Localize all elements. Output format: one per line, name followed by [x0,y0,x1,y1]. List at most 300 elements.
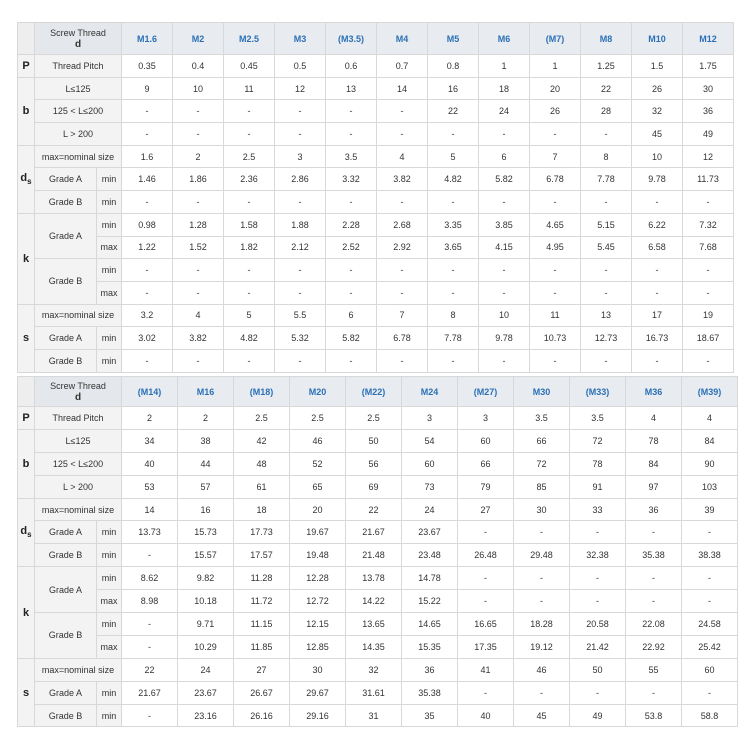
row-grade-label: Grade A [35,521,97,544]
row-sublabel: min [97,191,122,214]
row-grade-label: Grade B [35,613,97,659]
table-cell-value: 53 [122,475,178,498]
table-cell-value: - [377,100,428,123]
column-header-size: M3 [275,23,326,55]
table-cell-value: 3 [275,145,326,168]
table-cell-value: 13.78 [346,567,402,590]
table-cell-value: 33 [570,498,626,521]
table-cell-value: 36 [683,100,734,123]
table-cell-value: 11.28 [234,567,290,590]
table-cell-value: 8.98 [122,590,178,613]
header-blank-cell [18,23,35,55]
table-cell-value: 73 [402,475,458,498]
table-cell-value: 10 [632,145,683,168]
table-cell-value: 4.82 [224,327,275,350]
table-row [18,349,734,372]
table-cell-value: 15.22 [402,590,458,613]
row-category-symbol [18,145,35,213]
table-cell-value: 3.5 [326,145,377,168]
table-cell-value: 17.73 [234,521,290,544]
row-label: max=nominal size [35,145,122,168]
table-cell-value: 48 [234,452,290,475]
table-cell-value: - [326,123,377,146]
table-cell-value: 1 [479,55,530,78]
table-cell-value: 14.65 [402,613,458,636]
table-cell-value: 84 [682,429,738,452]
table-cell-value: 17.35 [458,635,514,658]
table-cell-value: 2.5 [346,407,402,430]
row-sublabel: max [97,236,122,259]
table-cell-value: 55 [626,658,682,681]
column-header-size: M30 [514,377,570,407]
table-cell-value: 23.67 [178,681,234,704]
table-cell-value: - [326,191,377,214]
table-row [18,259,734,282]
table-cell-value: - [173,191,224,214]
row-label: L > 200 [35,475,122,498]
table-cell-value: - [581,123,632,146]
table-cell-value: - [122,349,173,372]
row-label: Thread Pitch [35,407,122,430]
row-sublabel: max [97,281,122,304]
table-cell-value: - [275,281,326,304]
header-title-symbol: d [74,38,82,50]
column-header-size: M12 [683,23,734,55]
table-cell-value: 9.71 [178,613,234,636]
table-cell-value: 26.67 [234,681,290,704]
table-cell-value: 53.8 [626,704,682,727]
table-row [18,213,734,236]
table-cell-value: 0.35 [122,55,173,78]
table-cell-value: 4 [626,407,682,430]
table-cell-value: 2.12 [275,236,326,259]
table-cell-value: 14 [122,498,178,521]
row-sublabel: min [97,544,122,567]
table-cell-value: 18.67 [683,327,734,350]
table-cell-value: 17.57 [234,544,290,567]
header-title-symbol: d [74,391,82,403]
row-grade-label: Grade A [35,213,97,258]
table-cell-value: 17 [632,304,683,327]
table-cell-value: - [632,281,683,304]
table-cell-value: 1.88 [275,213,326,236]
row-sublabel: max [97,590,122,613]
table-cell-value: 22 [122,658,178,681]
table-cell-value: - [581,191,632,214]
table-cell-value: - [377,191,428,214]
table-cell-value: 9.78 [632,168,683,191]
table-cell-value: 6.78 [530,168,581,191]
table-cell-value: 72 [514,452,570,475]
table-cell-value: - [122,544,178,567]
table-cell-value: 49 [683,123,734,146]
table-cell-value: 4 [173,304,224,327]
table-cell-value: 12.28 [290,567,346,590]
row-grade-label: Grade A [35,327,97,350]
table-cell-value: 2.52 [326,236,377,259]
table-cell-value: 44 [178,452,234,475]
table-cell-value: 66 [514,429,570,452]
row-sublabel: max [97,635,122,658]
table-cell-value: - [632,191,683,214]
row-sublabel: min [97,613,122,636]
table-cell-value: 28 [581,100,632,123]
table-row [18,281,734,304]
table-cell-value: 7.32 [683,213,734,236]
table-cell-value: 6 [479,145,530,168]
table-row [18,191,734,214]
table-cell-value: 2.92 [377,236,428,259]
table-cell-value: 46 [290,429,346,452]
table-cell-value: - [275,100,326,123]
table-cell-value: 12 [275,77,326,100]
table-cell-value: 16 [178,498,234,521]
table-cell-value: - [224,259,275,282]
table-cell-value: - [122,100,173,123]
table-row [18,327,734,350]
table-cell-value: 97 [626,475,682,498]
table-cell-value: 4.82 [428,168,479,191]
table-cell-value: 4 [682,407,738,430]
table-cell-value: - [683,281,734,304]
table-cell-value: 50 [570,658,626,681]
table-cell-value: 8 [428,304,479,327]
table-cell-value: 11.15 [234,613,290,636]
table-cell-value: - [428,349,479,372]
table-cell-value: - [683,259,734,282]
table-cell-value: 24 [402,498,458,521]
row-label: Thread Pitch [35,55,122,78]
table-cell-value: 12.85 [290,635,346,658]
table-cell-value: 1.46 [122,168,173,191]
table-cell-value: 10.73 [530,327,581,350]
table-cell-value: 22 [581,77,632,100]
row-category-symbol [18,567,35,659]
category-symbol-text: P [22,411,30,424]
table-cell-value: - [530,259,581,282]
header-row [18,23,734,55]
table-cell-value: - [224,123,275,146]
table-row [18,145,734,168]
table-cell-value: 19.48 [290,544,346,567]
table-cell-value: 18 [479,77,530,100]
table-cell-value: - [570,681,626,704]
table-cell-value: 78 [570,452,626,475]
table-cell-value: 15.73 [178,521,234,544]
table-cell-value: 12 [683,145,734,168]
table-row [18,681,738,704]
table-cell-value: 22 [428,100,479,123]
table-cell-value: 35.38 [402,681,458,704]
thread-dimension-table-2 [17,376,738,727]
table-cell-value: 23.67 [402,521,458,544]
table-cell-value: - [173,100,224,123]
table-cell-value: 25.42 [682,635,738,658]
table-cell-value: 60 [682,658,738,681]
table-cell-value: 35 [402,704,458,727]
table-cell-value: 1.25 [581,55,632,78]
table-row [18,429,738,452]
table-cell-value: 14 [377,77,428,100]
category-symbol-subscript: s [27,530,32,540]
table-cell-value: - [458,681,514,704]
table-cell-value: - [428,191,479,214]
table-row [18,452,738,475]
row-label: L≤125 [35,77,122,100]
table-cell-value: 3.5 [514,407,570,430]
table-cell-value: - [626,681,682,704]
table-cell-value: - [514,521,570,544]
table-cell-value: 41 [458,658,514,681]
table-cell-value: 38 [178,429,234,452]
table-cell-value: 27 [234,658,290,681]
table-cell-value: 0.45 [224,55,275,78]
table-cell-value: 1.82 [224,236,275,259]
table-cell-value: 30 [514,498,570,521]
table-cell-value: 60 [402,452,458,475]
column-header-size: (M14) [122,377,178,407]
table-cell-value: - [173,281,224,304]
table-cell-value: 57 [178,475,234,498]
table-cell-value: 32 [632,100,683,123]
table-cell-value: 7 [377,304,428,327]
row-category-symbol [18,55,35,78]
row-grade-label: Grade B [35,704,97,727]
table-cell-value: - [581,349,632,372]
row-sublabel: min [97,168,122,191]
table-cell-value: - [682,567,738,590]
table-cell-value: - [122,123,173,146]
column-header-size: M36 [626,377,682,407]
table-cell-value: 56 [346,452,402,475]
table-cell-value: 4.15 [479,236,530,259]
table-cell-value: 12.72 [290,590,346,613]
row-label: max=nominal size [35,658,122,681]
table-cell-value: 66 [458,452,514,475]
table-cell-value: 13 [326,77,377,100]
table-cell-value: - [377,259,428,282]
table-cell-value: - [458,567,514,590]
row-category-symbol [18,77,35,145]
table-cell-value: 26.48 [458,544,514,567]
category-symbol-text: k [22,606,30,619]
table-cell-value: 23.48 [402,544,458,567]
table-cell-value: 2 [178,407,234,430]
table-cell-value: 19.12 [514,635,570,658]
row-grade-label: Grade B [35,191,97,214]
table-row [18,77,734,100]
table-cell-value: 10.29 [178,635,234,658]
table-cell-value: 0.98 [122,213,173,236]
table-cell-value: 3 [458,407,514,430]
table-cell-value: 8 [581,145,632,168]
table-cell-value: 2.86 [275,168,326,191]
table-cell-value: 7.78 [428,327,479,350]
column-header-size: (M22) [346,377,402,407]
header-blank-cell [18,377,35,407]
table-cell-value: 5.15 [581,213,632,236]
row-sublabel: min [97,327,122,350]
table-cell-value: 36 [402,658,458,681]
table-cell-value: 22.08 [626,613,682,636]
column-header-size: M6 [479,23,530,55]
table-cell-value: 31.61 [346,681,402,704]
table-cell-value: 45 [632,123,683,146]
table-cell-value: 29.67 [290,681,346,704]
table-cell-value: - [122,281,173,304]
table-cell-value: 3.35 [428,213,479,236]
table-cell-value: - [224,100,275,123]
header-title-cell [35,23,122,55]
column-header-size: M24 [402,377,458,407]
header-row [18,377,738,407]
table-cell-value: 40 [458,704,514,727]
table-cell-value: - [458,521,514,544]
table-cell-value: 2.68 [377,213,428,236]
column-header-size: (M7) [530,23,581,55]
row-label: max=nominal size [35,304,122,327]
table-cell-value: - [626,567,682,590]
table-cell-value: 91 [570,475,626,498]
table-cell-value: - [122,613,178,636]
table-cell-value: 1.28 [173,213,224,236]
table-cell-value: 4.95 [530,236,581,259]
table-cell-value: 5 [224,304,275,327]
table-cell-value: 65 [290,475,346,498]
table-cell-value: - [326,259,377,282]
table-cell-value: - [122,191,173,214]
table-cell-value: 1.52 [173,236,224,259]
table-cell-value: 13.65 [346,613,402,636]
table-cell-value: - [514,681,570,704]
table-cell-value: 18 [234,498,290,521]
header-title: Screw Thread [50,380,106,391]
table-cell-value: 4 [377,145,428,168]
table-cell-value: - [428,123,479,146]
table-cell-value: 36 [626,498,682,521]
column-header-size: M1.6 [122,23,173,55]
row-category-symbol [18,498,35,567]
table-cell-value: 9.82 [178,567,234,590]
table-cell-value: 2 [122,407,178,430]
category-symbol-text: d [20,525,28,538]
table-cell-value: - [275,191,326,214]
table-cell-value: 5.82 [326,327,377,350]
table-cell-value: 15.35 [402,635,458,658]
table-cell-value: - [479,191,530,214]
table-cell-value: 1.6 [122,145,173,168]
table-cell-value: 32.38 [570,544,626,567]
column-header-size: (M18) [234,377,290,407]
table-cell-value: 3 [402,407,458,430]
table-cell-value: 6.22 [632,213,683,236]
table-cell-value: - [122,259,173,282]
table-row [18,236,734,259]
table-cell-value: 103 [682,475,738,498]
table-cell-value: 2.5 [290,407,346,430]
column-header-size: M4 [377,23,428,55]
table-cell-value: 3.02 [122,327,173,350]
table-cell-value: - [570,567,626,590]
table-cell-value: 0.6 [326,55,377,78]
table-cell-value: - [224,191,275,214]
table-cell-value: 13.73 [122,521,178,544]
row-grade-label: Grade B [35,259,97,304]
table-cell-value: 10 [479,304,530,327]
row-category-symbol [18,407,35,430]
table-row [18,498,738,521]
table-cell-value: - [632,349,683,372]
table-cell-value: 21.42 [570,635,626,658]
table-cell-value: 11.73 [683,168,734,191]
table-cell-value: - [570,521,626,544]
table-cell-value: 26 [530,100,581,123]
table-cell-value: 61 [234,475,290,498]
table-cell-value: 13 [581,304,632,327]
row-grade-label: Grade A [35,567,97,613]
table-cell-value: 14.78 [402,567,458,590]
table-cell-value: - [479,259,530,282]
table-cell-value: - [275,259,326,282]
table-cell-value: - [428,281,479,304]
table-cell-value: 15.57 [178,544,234,567]
table-cell-value: 3.2 [122,304,173,327]
table-cell-value: 6.78 [377,327,428,350]
table-cell-value: - [683,349,734,372]
row-label: L≤125 [35,429,122,452]
row-category-symbol [18,213,35,304]
table-cell-value: 19.67 [290,521,346,544]
category-symbol-text: k [22,252,30,265]
table-cell-value: - [581,259,632,282]
category-symbol-text: b [22,457,30,470]
table-cell-value: 2 [173,145,224,168]
table-cell-value: 7.78 [581,168,632,191]
table-cell-value: 3.82 [377,168,428,191]
table-cell-value: 5 [428,145,479,168]
table-cell-value: 24 [178,658,234,681]
row-category-symbol [18,429,35,498]
header-title: Screw Thread [50,27,106,38]
table-cell-value: 12.73 [581,327,632,350]
table-cell-value: 54 [402,429,458,452]
table-cell-value: 16.65 [458,613,514,636]
row-label: max=nominal size [35,498,122,521]
table-cell-value: 11.72 [234,590,290,613]
row-sublabel: min [97,704,122,727]
table-cell-value: 1.5 [632,55,683,78]
table-cell-value: 6.58 [632,236,683,259]
table-cell-value: - [530,123,581,146]
table-cell-value: 26 [632,77,683,100]
table-cell-value: 34 [122,429,178,452]
table-cell-value: - [173,123,224,146]
row-sublabel: min [97,259,122,282]
category-symbol-text: s [22,686,30,699]
table-cell-value: 46 [514,658,570,681]
category-symbol-text: b [22,105,30,118]
table-cell-value: - [682,590,738,613]
table-cell-value: 50 [346,429,402,452]
table-cell-value: 0.7 [377,55,428,78]
column-header-size: (M39) [682,377,738,407]
table-cell-value: - [683,191,734,214]
table-cell-value: 9.78 [479,327,530,350]
table-cell-value: 16 [428,77,479,100]
table-cell-value: 85 [514,475,570,498]
table-cell-value: 1.58 [224,213,275,236]
table-cell-value: - [479,123,530,146]
